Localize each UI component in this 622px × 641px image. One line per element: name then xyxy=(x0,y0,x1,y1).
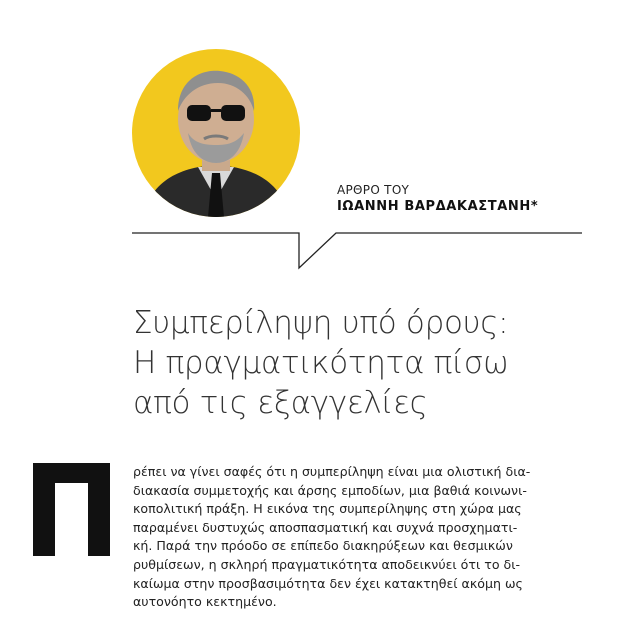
article-body xyxy=(133,463,593,612)
author-portrait-illustration xyxy=(132,49,300,217)
byline-author-name: ΙΩΑΝΝΗ ΒΑΡΔΑΚΑΣΤΑΝΗ* xyxy=(337,199,539,214)
speech-callout-line xyxy=(0,0,622,280)
body-line: παραμένει δυστυχώς αποσπασματική και συχνά προσχηματι- xyxy=(133,519,518,535)
byline-label: ΑΡΘΡΟ ΤΟΥ xyxy=(337,183,410,197)
body-line: αυτονόητο κεκτημένο. xyxy=(133,594,277,610)
headline-line-1: Συμπερίληψη υπό όρους: xyxy=(133,305,509,341)
body-line: διακασία συμμετοχής και άρσης εμποδίων, μια βαθιά κοινωνι- xyxy=(133,482,527,498)
dropcap-letter xyxy=(33,463,110,556)
headline-line-2: Η πραγματικότητα πίσω xyxy=(133,345,509,381)
article-headline xyxy=(133,303,603,423)
body-line: καίωμα στην προσβασιμότητα δεν έχει κατακτηθεί ακόμη ως xyxy=(133,575,523,591)
author-portrait xyxy=(132,49,300,217)
headline-line-3: από τις εξαγγελίες xyxy=(133,385,428,421)
dropcap-glyph xyxy=(33,463,110,556)
body-line: ρυθμίσεων, η σκληρή πραγματικότητα αποδεικνύει ότι το δι- xyxy=(133,556,521,572)
body-line: κοπολιτική πράξη. Η εικόνα της συμπερίληψης στη χώρα μας xyxy=(133,501,522,517)
body-line: ρέπει να γίνει σαφές ότι η συμπερίληψη είναι μια ολιστική δια- xyxy=(133,464,531,479)
body-line: κή. Παρά την πρόοδο σε επίπεδο διακηρύξεων και θεσμικών xyxy=(133,538,513,554)
